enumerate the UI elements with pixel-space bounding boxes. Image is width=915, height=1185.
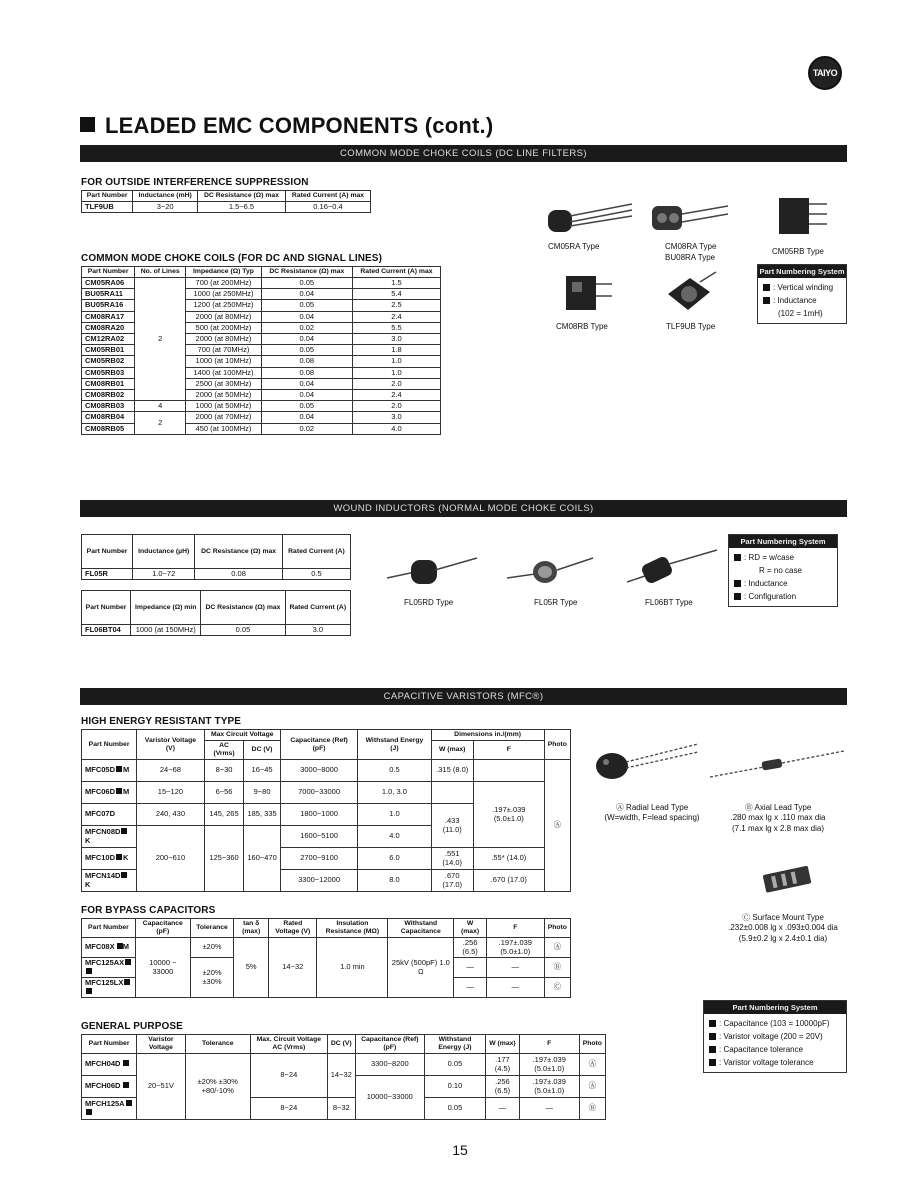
fl05rd-component-image [385, 548, 480, 593]
fl06bt-caption: FL06BT Type [645, 598, 693, 607]
fl05rd-caption: FL05RD Type [404, 598, 454, 607]
fl06bt-component-image [625, 546, 720, 591]
table-row: CM08RB04 2 2000 (at 70MHz) 0.04 3.0 [82, 412, 441, 423]
page-number: 15 [452, 1142, 468, 1158]
smt-subcaption-1: .232±0.008 lg x .093±0.004 dia [728, 923, 838, 932]
table-row: FL06BT04 1000 (at 150MHz) 0.05 3.0 [82, 625, 351, 636]
general-heading: GENERAL PURPOSE [81, 1021, 183, 1032]
cm05rb-caption: CM05RB Type [772, 247, 824, 256]
bypass-table: Part Number Capacitance (pF) Tolerance tan δ (max) Rated Voltage (V) Insulation Resistance (MΩ) Withstand Capacitance W (max) F Photo MFC08X M 10000 ~ 33000 ±20% 5% 14~32 1.0 min 25kV (500pF) 1.0 Ω .256 (6.5) .197±.039 (5.0±1.0) Ⓐ MFC125AX ±20% ±30% — — Ⓑ MFC125LX — — Ⓒ [81, 918, 571, 998]
cm05rb-component-image [775, 194, 830, 242]
table-row: BU05RA11 1000 (at 250MHz) 0.04 5.4 [82, 289, 441, 300]
cm08rb-component-image [560, 270, 615, 318]
table-row: MFCH06D 10000~33000 0.10 .256 (6.5) .197±.039 (5.0±1.0) Ⓐ [82, 1076, 606, 1098]
tlf9ub-component-image [660, 268, 720, 318]
table-row: CM08RB03 4 1000 (at 50MHz) 0.05 2.0 [82, 401, 441, 412]
part-numbering-box-1: Part Numbering System : Vertical winding : Inductance (102 = 1mH) [757, 264, 847, 324]
col-header: Part Number [82, 191, 133, 202]
high-energy-heading: HIGH ENERGY RESISTANT TYPE [81, 716, 242, 727]
table-row: CM05RA06 2 700 (at 200MHz) 0.05 1.5 [82, 278, 441, 289]
table-row: CM05RB02 1000 (at 10MHz) 0.08 1.0 [82, 356, 441, 367]
outside-table [81, 190, 371, 213]
axial-lead-component-image [708, 745, 848, 785]
axial-caption: Ⓑ Axial Lead Type [744, 803, 812, 812]
fl05r-component-image [505, 548, 595, 593]
taiyo-logo: TAIYO [808, 56, 842, 90]
cm05ra-caption: CM05RA Type [548, 242, 600, 251]
table-row: MFCN08DK 200~610 125~360 160~470 1600~5100 4.0 [82, 826, 571, 848]
table-row: CM05RB03 1400 (at 100MHz) 0.08 1.0 [82, 367, 441, 378]
part-numbering-box-2: Part Numbering System : RD = w/case R = no case : Inductance : Configuration [728, 534, 838, 607]
table-row: MFC06D M 15~120 6~56 9~80 7000~33000 1.0, 3.0 .197±.039 (5.0±1.0) [82, 782, 571, 804]
cm-table: Part Number No. of Lines Impedance (Ω) Typ DC Resistance (Ω) max Rated Current (A) max CM05RA06 2 700 (at 200MHz) 0.05 1.5 BU05RA11 1000 (at 250MHz) 0.04 5.4 BU05RA16 1200 (at 250MHz) 0.05 2.5 CM08RA17 2000 (at 80MHz) 0.04 2.4 CM08RA20 500 (at 200MHz) 0.02 5.5 CM12RA02 2000 (at 80MHz) 0.04 3.0 CM05RB01 700 (at 70MHz) 0.05 1.8 CM05RB02 1000 (at 10MHz) 0.08 1.0 CM05RB03 1400 (at 100MHz) 0.08 1.0 CM08RB01 2500 (at 30MHz) 0.04 2.0 CM08RB02 2000 (at 50MHz) 0.04 2.4 CM08RB03 4 1000 (at 50MHz) 0.05 2.0 CM08RB04 2 2000 (at 70MHz) 0.04 3.0 CM08RB05 450 (at 100MHz) 0.02 4.0 [81, 266, 441, 435]
table-row: MFC125LX — — Ⓒ [82, 978, 571, 998]
smt-subcaption-2: (5.9±0.2 lg x 2.4±0.1 dia) [738, 934, 828, 943]
col-header: Inductance (mH) [133, 191, 198, 202]
fl05r-caption: FL05R Type [534, 598, 578, 607]
square-icon [709, 1046, 716, 1053]
radial-subcaption: (W=width, F=lead spacing) [604, 813, 700, 822]
square-icon [763, 284, 770, 291]
tlf9ub-caption: TLF9UB Type [666, 322, 716, 331]
cm05ra-component-image [540, 196, 635, 241]
bu08ra-caption: BU08RA Type [665, 253, 716, 262]
square-icon [709, 1059, 716, 1066]
table-row: MFCN14DK 3300~12000 8.0 .670 (17.0) .670 (17.0) [82, 870, 571, 892]
smt-caption: Ⓒ Surface Mount Type [742, 913, 824, 922]
high-energy-table: Part Number Varistor Voltage (V) Max Circuit Voltage Capacitance (Ref) (pF) Withstand Energy (J) Dimensions in./(mm) Photo AC (Vrms) DC (V) W (max) F MFC05D M 24~68 8~30 16~45 3000~8000 0.5 .315 (8.0) Ⓐ MFC06D M 15~120 6~56 9~80 7000~33000 1.0, 3.0 .197±.039 (5.0±1.0) MFC07D 240, 430 145, 265 185, 335 1800~1000 1.0 .433 (11.0) MFCN08DK 200~610 125~360 160~470 1600~5100 4.0 MFC10D K 2700~9100 6.0 .551 (14.0) .55* (14.0) MFCN14DK 3300~12000 8.0 .670 (17.0) .670 (17.0) [81, 729, 571, 892]
fl05-table: Part Number Inductance (µH) DC Resistance (Ω) max Rated Current (A) FL05R 1.0~72 0.08 0.5 [81, 534, 351, 580]
col-header: DC Resistance (Ω) max [198, 191, 286, 202]
table-row: CM08RB01 2500 (at 30MHz) 0.04 2.0 [82, 378, 441, 389]
table-row: CM08RA17 2000 (at 80MHz) 0.04 2.4 [82, 311, 441, 322]
bullet-square-icon [80, 117, 95, 132]
table-row: MFC05D M 24~68 8~30 16~45 3000~8000 0.5 .315 (8.0) Ⓐ [82, 760, 571, 782]
col-header: Rated Current (A) max [286, 191, 371, 202]
table-row: CM08RB02 2000 (at 50MHz) 0.04 2.4 [82, 390, 441, 401]
radial-lead-component-image [590, 740, 700, 785]
table-row: CM05RB01 700 (at 70MHz) 0.05 1.8 [82, 345, 441, 356]
bypass-heading: FOR BYPASS CAPACITORS [81, 905, 216, 916]
table-row: MFCH04D 20~51V ±20% ±30% +80/-10% 8~24 14~32 3300~8200 0.05 .177 (4.5) .197±.039 (5.0±1.0) Ⓐ [82, 1054, 606, 1076]
surface-mount-component-image [758, 862, 818, 896]
table-row: FL05R 1.0~72 0.08 0.5 [82, 569, 351, 580]
table-row: BU05RA16 1200 (at 250MHz) 0.05 2.5 [82, 300, 441, 311]
cm08ra-component-image [650, 196, 730, 236]
square-icon [709, 1033, 716, 1040]
fl06-table: Part Number Impedance (Ω) min DC Resistance (Ω) max Rated Current (A) FL06BT04 1000 (at 150MHz) 0.05 3.0 [81, 590, 351, 636]
square-icon [734, 593, 741, 600]
table-row: CM08RB05 450 (at 100MHz) 0.02 4.0 [82, 423, 441, 434]
table-row: TLF9UB 3~20 1.5~6.5 0.16~0.4 [82, 202, 371, 213]
cm08rb-caption: CM08RB Type [556, 322, 608, 331]
part-numbering-box-3: Part Numbering System : Capacitance (103 = 10000pF) : Varistor voltage (200 = 20V) : Capacitance tolerance : Varistor voltage tolerance [703, 1000, 847, 1073]
axial-subcaption-1: .280 max lg x .110 max dia [730, 813, 826, 822]
table-row: CM12RA02 2000 (at 80MHz) 0.04 3.0 [82, 334, 441, 345]
square-icon [734, 580, 741, 587]
table-row: MFC125AX ±20% ±30% — — Ⓑ [82, 958, 571, 978]
square-icon [734, 554, 741, 561]
section-bar-capacitive-varistors: CAPACITIVE VARISTORS (MFC®) [80, 688, 847, 705]
page-title: LEADED EMC COMPONENTS (cont.) [80, 113, 493, 139]
table-row: CM08RA20 500 (at 200MHz) 0.02 5.5 [82, 322, 441, 333]
section-bar-wound-inductors: WOUND INDUCTORS (NORMAL MODE CHOKE COILS) [80, 500, 847, 517]
section-bar-common-mode: COMMON MODE CHOKE COILS (DC LINE FILTERS) [80, 145, 847, 162]
axial-subcaption-2: (7.1 max lg x 2.8 max dia) [731, 824, 825, 833]
square-icon [709, 1020, 716, 1027]
cm-heading: COMMON MODE CHOKE COILS (FOR DC AND SIGNAL LINES) [81, 253, 383, 264]
radial-caption: Ⓐ Radial Lead Type [615, 803, 689, 812]
table-row: MFC07D 240, 430 145, 265 185, 335 1800~1000 1.0 .433 (11.0) [82, 804, 571, 826]
table-row: MFC10D K 2700~9100 6.0 .551 (14.0) .55* (14.0) [82, 848, 571, 870]
table-row: MFCH125A 8~24 8~32 0.05 — — Ⓑ [82, 1098, 606, 1120]
general-table: Part Number Varistor Voltage Tolerance Max. Circuit Voltage AC (Vrms) DC (V) Capacitance (Ref) (pF) Withstand Energy (J) W (max) F Photo MFCH04D 20~51V ±20% ±30% +80/-10% 8~24 14~32 3300~8200 0.05 .177 (4.5) .197±.039 (5.0±1.0) Ⓐ MFCH06D 10000~33000 0.10 .256 (6.5) .197±.039 (5.0±1.0) Ⓐ MFCH125A 8~24 8~32 0.05 — — Ⓑ [81, 1034, 606, 1120]
table-row: MFC08X M 10000 ~ 33000 ±20% 5% 14~32 1.0 min 25kV (500pF) 1.0 Ω .256 (6.5) .197±.039 (5.0±1.0) Ⓐ [82, 938, 571, 958]
outside-heading: FOR OUTSIDE INTERFERENCE SUPPRESSION [81, 177, 309, 188]
cm08ra-caption: CM08RA Type [665, 242, 717, 251]
square-icon [763, 297, 770, 304]
